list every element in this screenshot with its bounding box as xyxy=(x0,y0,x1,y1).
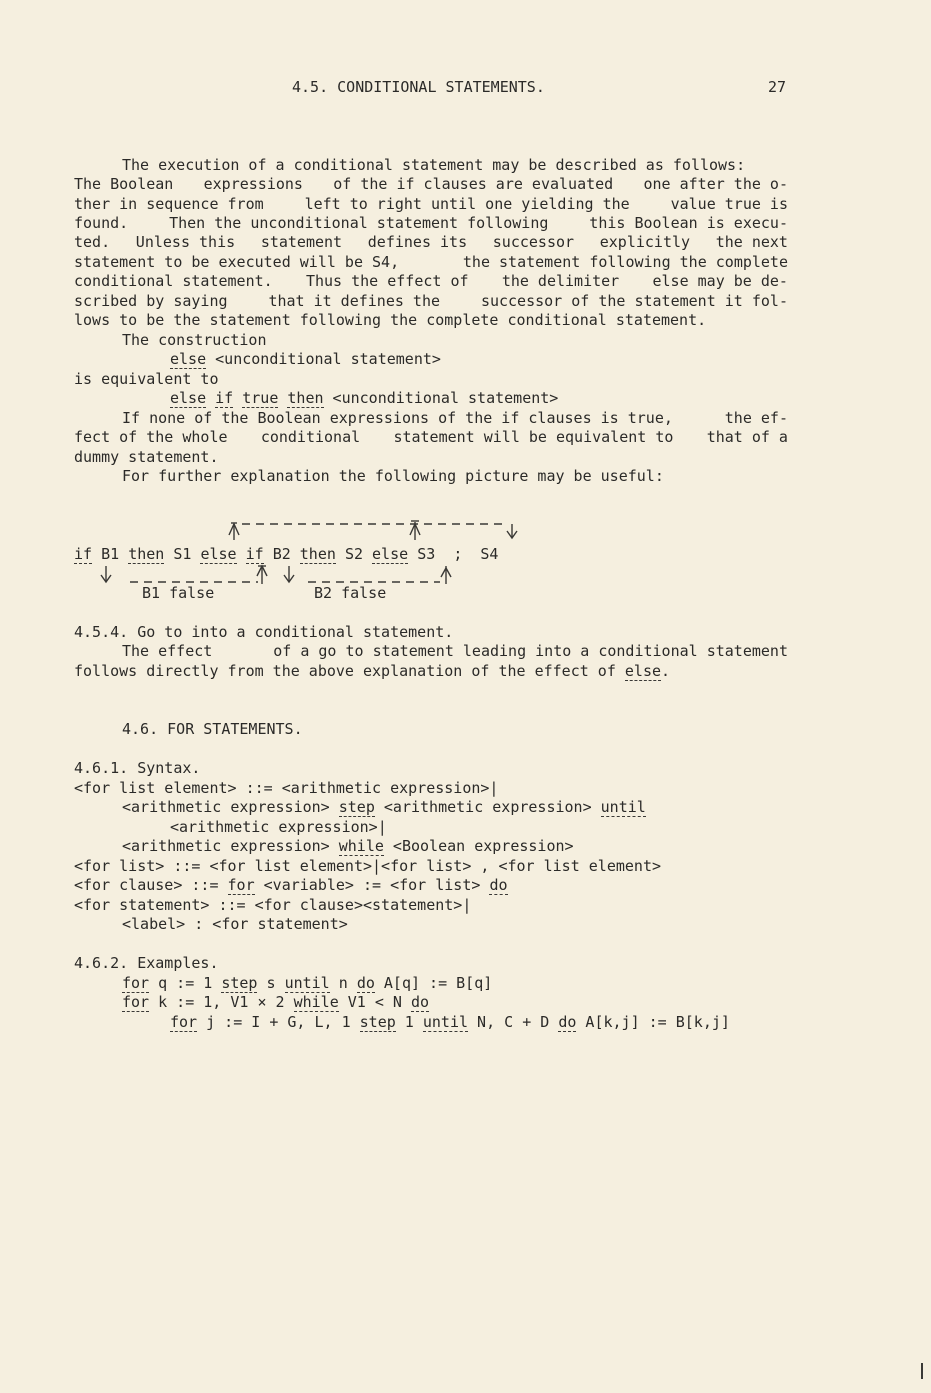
keyword-step: step xyxy=(338,798,375,816)
syntax-line: <label> : <for statement> xyxy=(122,915,348,933)
example-line: for k := 1, V1 × 2 while V1 < N do xyxy=(122,993,430,1011)
margin-mark xyxy=(921,1363,923,1379)
section-4-6-heading: 4.6. FOR STATEMENTS. xyxy=(122,720,303,738)
syntax-line: <arithmetic expression> while <Boolean expression> xyxy=(122,837,574,855)
keyword-do: do xyxy=(558,1013,577,1031)
keyword-for: for xyxy=(170,1013,198,1031)
keyword-step: step xyxy=(359,1013,396,1031)
keyword-do: do xyxy=(411,993,430,1011)
para1-line: ther in sequence from left to right until one yielding the value true is xyxy=(74,195,788,213)
para1-line: lows to be the statement following the complete conditional statement. xyxy=(74,311,707,329)
construction-line-2: else if true then <unconditional statement> xyxy=(170,389,559,407)
syntax-line: <for clause> ::= for <variable> := <for list> do xyxy=(74,876,508,894)
keyword-for: for xyxy=(122,993,150,1011)
picture-intro: For further explanation the following picture may be useful: xyxy=(122,467,664,485)
section-4-6-1-heading: 4.6.1. Syntax. xyxy=(74,759,201,777)
example-line: for q := 1 step s until n do A[q] := B[q] xyxy=(122,974,493,992)
construction-line-1: else <unconditional statement> xyxy=(170,350,441,368)
keyword-while: while xyxy=(338,837,384,855)
keyword-for: for xyxy=(227,876,255,894)
keyword-step: step xyxy=(221,974,258,992)
diagram-kw-then: then xyxy=(128,545,165,563)
keyword-until: until xyxy=(600,798,646,816)
syntax-line: <for list> ::= <for list element>|<for list> , <for list element> xyxy=(74,857,661,875)
keyword-for: for xyxy=(122,974,150,992)
para2-line: dummy statement. xyxy=(74,448,219,466)
diagram-kw-else: else xyxy=(200,545,237,563)
syntax-line: <arithmetic expression>| xyxy=(170,818,387,836)
keyword-true: true xyxy=(242,389,279,407)
para1-line: conditional statement. Thus the effect of the delimiter else may be de- xyxy=(74,272,788,290)
equivalence-text: is equivalent to xyxy=(74,370,219,388)
construction-intro: The construction xyxy=(122,331,267,349)
section-4-5-4-line: The effect of a go to statement leading into a conditional statement xyxy=(122,642,788,660)
keyword-until: until xyxy=(284,974,330,992)
syntax-line: <for statement> ::= <for clause><statement>| xyxy=(74,896,472,914)
keyword-while: while xyxy=(293,993,339,1011)
keyword-until: until xyxy=(422,1013,469,1031)
keyword-then: then xyxy=(287,389,324,407)
para1-line: ted. Unless this statement defines its successor explicitly the next xyxy=(74,233,788,251)
para2-line: If none of the Boolean expressions of the if clauses is true, the ef- xyxy=(122,409,788,427)
para2-line: fect of the whole conditional statement will be equivalent to that of a xyxy=(74,428,788,446)
para1-line: statement to be executed will be S4, the statement following the complete xyxy=(74,253,788,271)
para1-line: The Boolean expressions of the if clauses are evaluated one after the o- xyxy=(74,175,788,193)
para1-line: found. Then the unconditional statement following this Boolean is execu- xyxy=(74,214,788,232)
section-4-5-4-line: follows directly from the above explanation of the effect of else. xyxy=(74,662,671,680)
page-number: 27 xyxy=(768,78,787,96)
diagram-tokens: if B1 then S1 else if B2 then S2 else S3 ; S4 xyxy=(74,545,499,563)
syntax-line: <for list element> ::= <arithmetic expression>| xyxy=(74,779,499,797)
keyword-else: else xyxy=(624,662,662,680)
syntax-line: <arithmetic expression> step <arithmetic expression> until xyxy=(122,798,646,816)
keyword-do: do xyxy=(356,974,375,992)
diagram-kw-then: then xyxy=(299,545,336,563)
para1-line: scribed by saying that it defines the successor of the statement it fol- xyxy=(74,292,788,310)
diagram-label-b2: B2 false xyxy=(314,584,387,602)
diagram-label-b1: B1 false xyxy=(142,584,215,602)
diagram-kw-if: if xyxy=(245,545,264,563)
section-4-6-2-heading: 4.6.2. Examples. xyxy=(74,954,219,972)
diagram-kw-else: else xyxy=(372,545,409,563)
keyword-else: else xyxy=(170,389,207,407)
keyword-else: else xyxy=(170,350,207,368)
example-line: for j := I + G, L, 1 step 1 until N, C + D do A[k,j] := B[k,j] xyxy=(170,1013,730,1031)
keyword-do: do xyxy=(489,876,508,894)
diagram-kw-if: if xyxy=(74,545,93,563)
section-4-5-4-heading: 4.5.4. Go to into a conditional statement. xyxy=(74,623,454,641)
para1-line: The execution of a conditional statement may be described as follows: xyxy=(122,156,746,174)
section-header-title: 4.5. CONDITIONAL STATEMENTS. xyxy=(292,78,545,96)
keyword-if: if xyxy=(215,389,234,407)
